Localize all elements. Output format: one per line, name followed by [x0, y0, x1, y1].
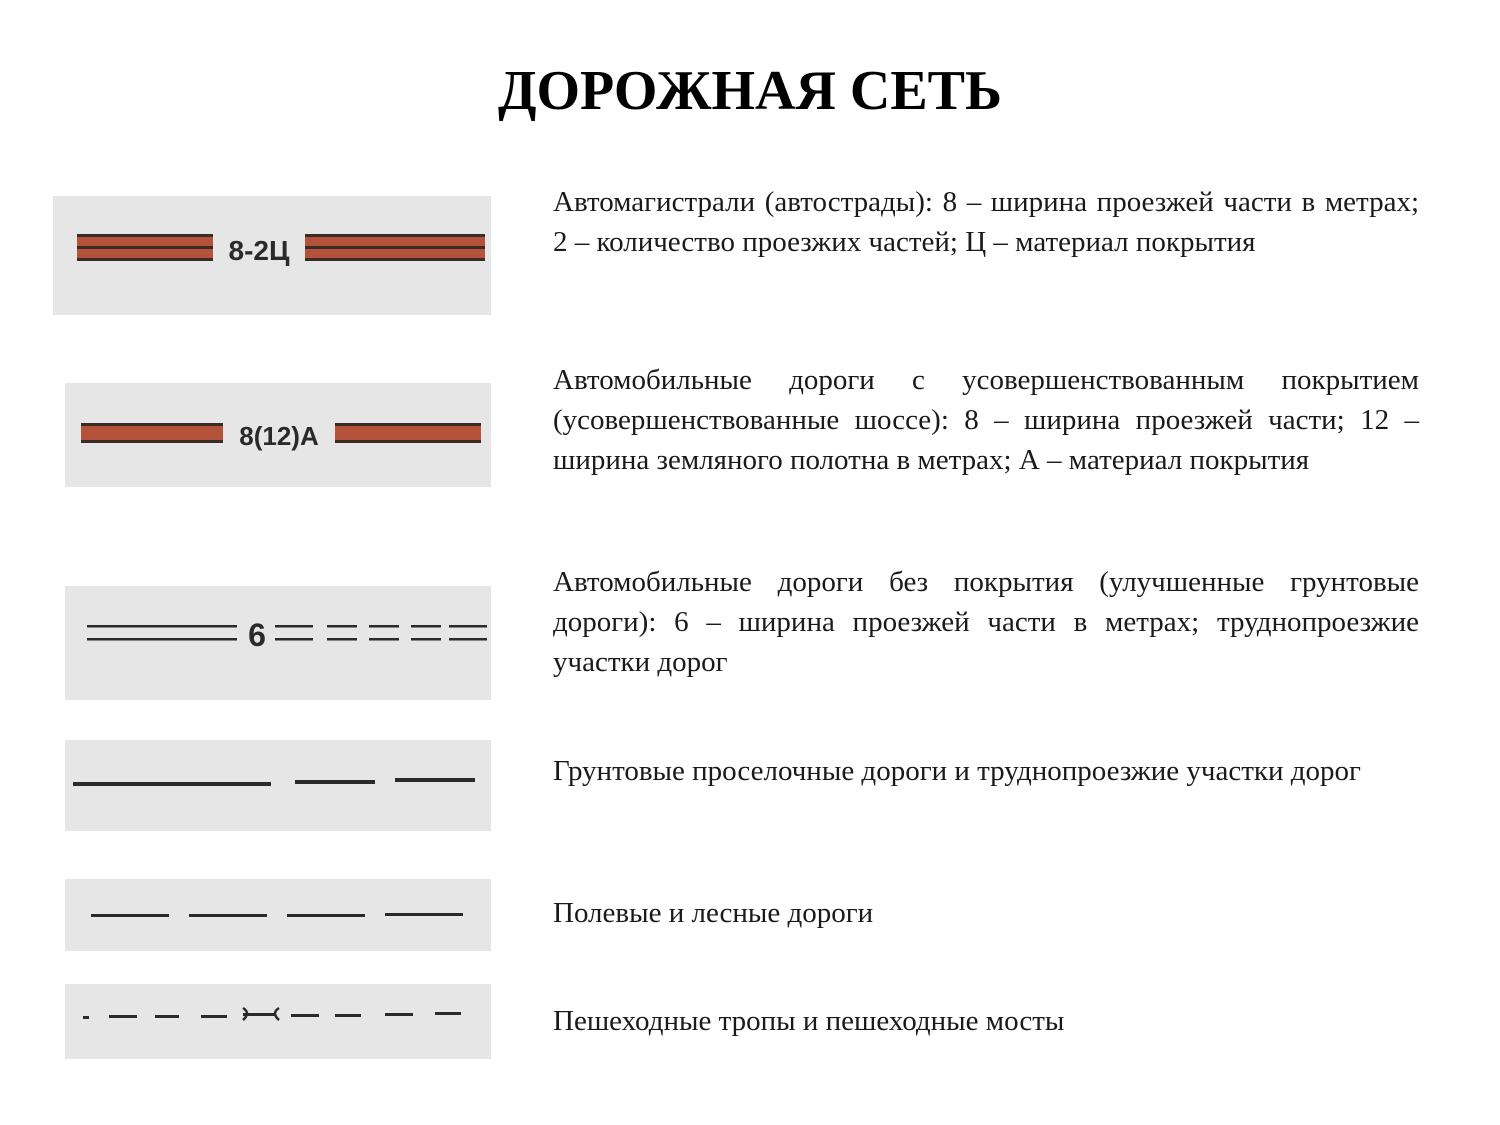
improved-highway-description: Автомобильные дороги с усовершенствованным покрытием (усовершенствованные шоссе): 8 – ширина проезжей части; 12 – ширина земляного полотна в метрах; А – материал покрытия [553, 364, 1419, 476]
field-forest-road-symbol [65, 879, 491, 951]
motorway-description: Автомагистрали (автострады): 8 – ширина проезжей части в метрах; 2 – количество проезжих частей; Ц – материал покрытия [553, 186, 1419, 258]
unpaved-road-symbol-label: 6 [248, 617, 266, 653]
motorway-symbol [53, 196, 491, 315]
improved-highway-symbol [65, 383, 491, 487]
footpath-bridge-symbol [65, 984, 491, 1059]
dirt-road-symbol [65, 740, 491, 831]
unpaved-road-description: Автомобильные дороги без покрытия (улучшенные грунтовые дороги): 6 – ширина проезжей части в метрах; труднопроезжие участки дорог [553, 566, 1419, 678]
footpath-bridge-description: Пешеходные тропы и пешеходные мосты [553, 1005, 1065, 1037]
motorway-symbol-label: 8-2Ц [228, 235, 290, 266]
field-forest-road-description: Полевые и лесные дороги [553, 897, 874, 929]
dirt-road-description: Грунтовые проселочные дороги и труднопроезжие участки дорог [553, 755, 1361, 787]
improved-highway-symbol-label: 8(12)А [239, 421, 319, 451]
page-title: ДОРОЖНАЯ СЕТЬ [497, 60, 1003, 122]
unpaved-road-symbol [65, 586, 491, 700]
